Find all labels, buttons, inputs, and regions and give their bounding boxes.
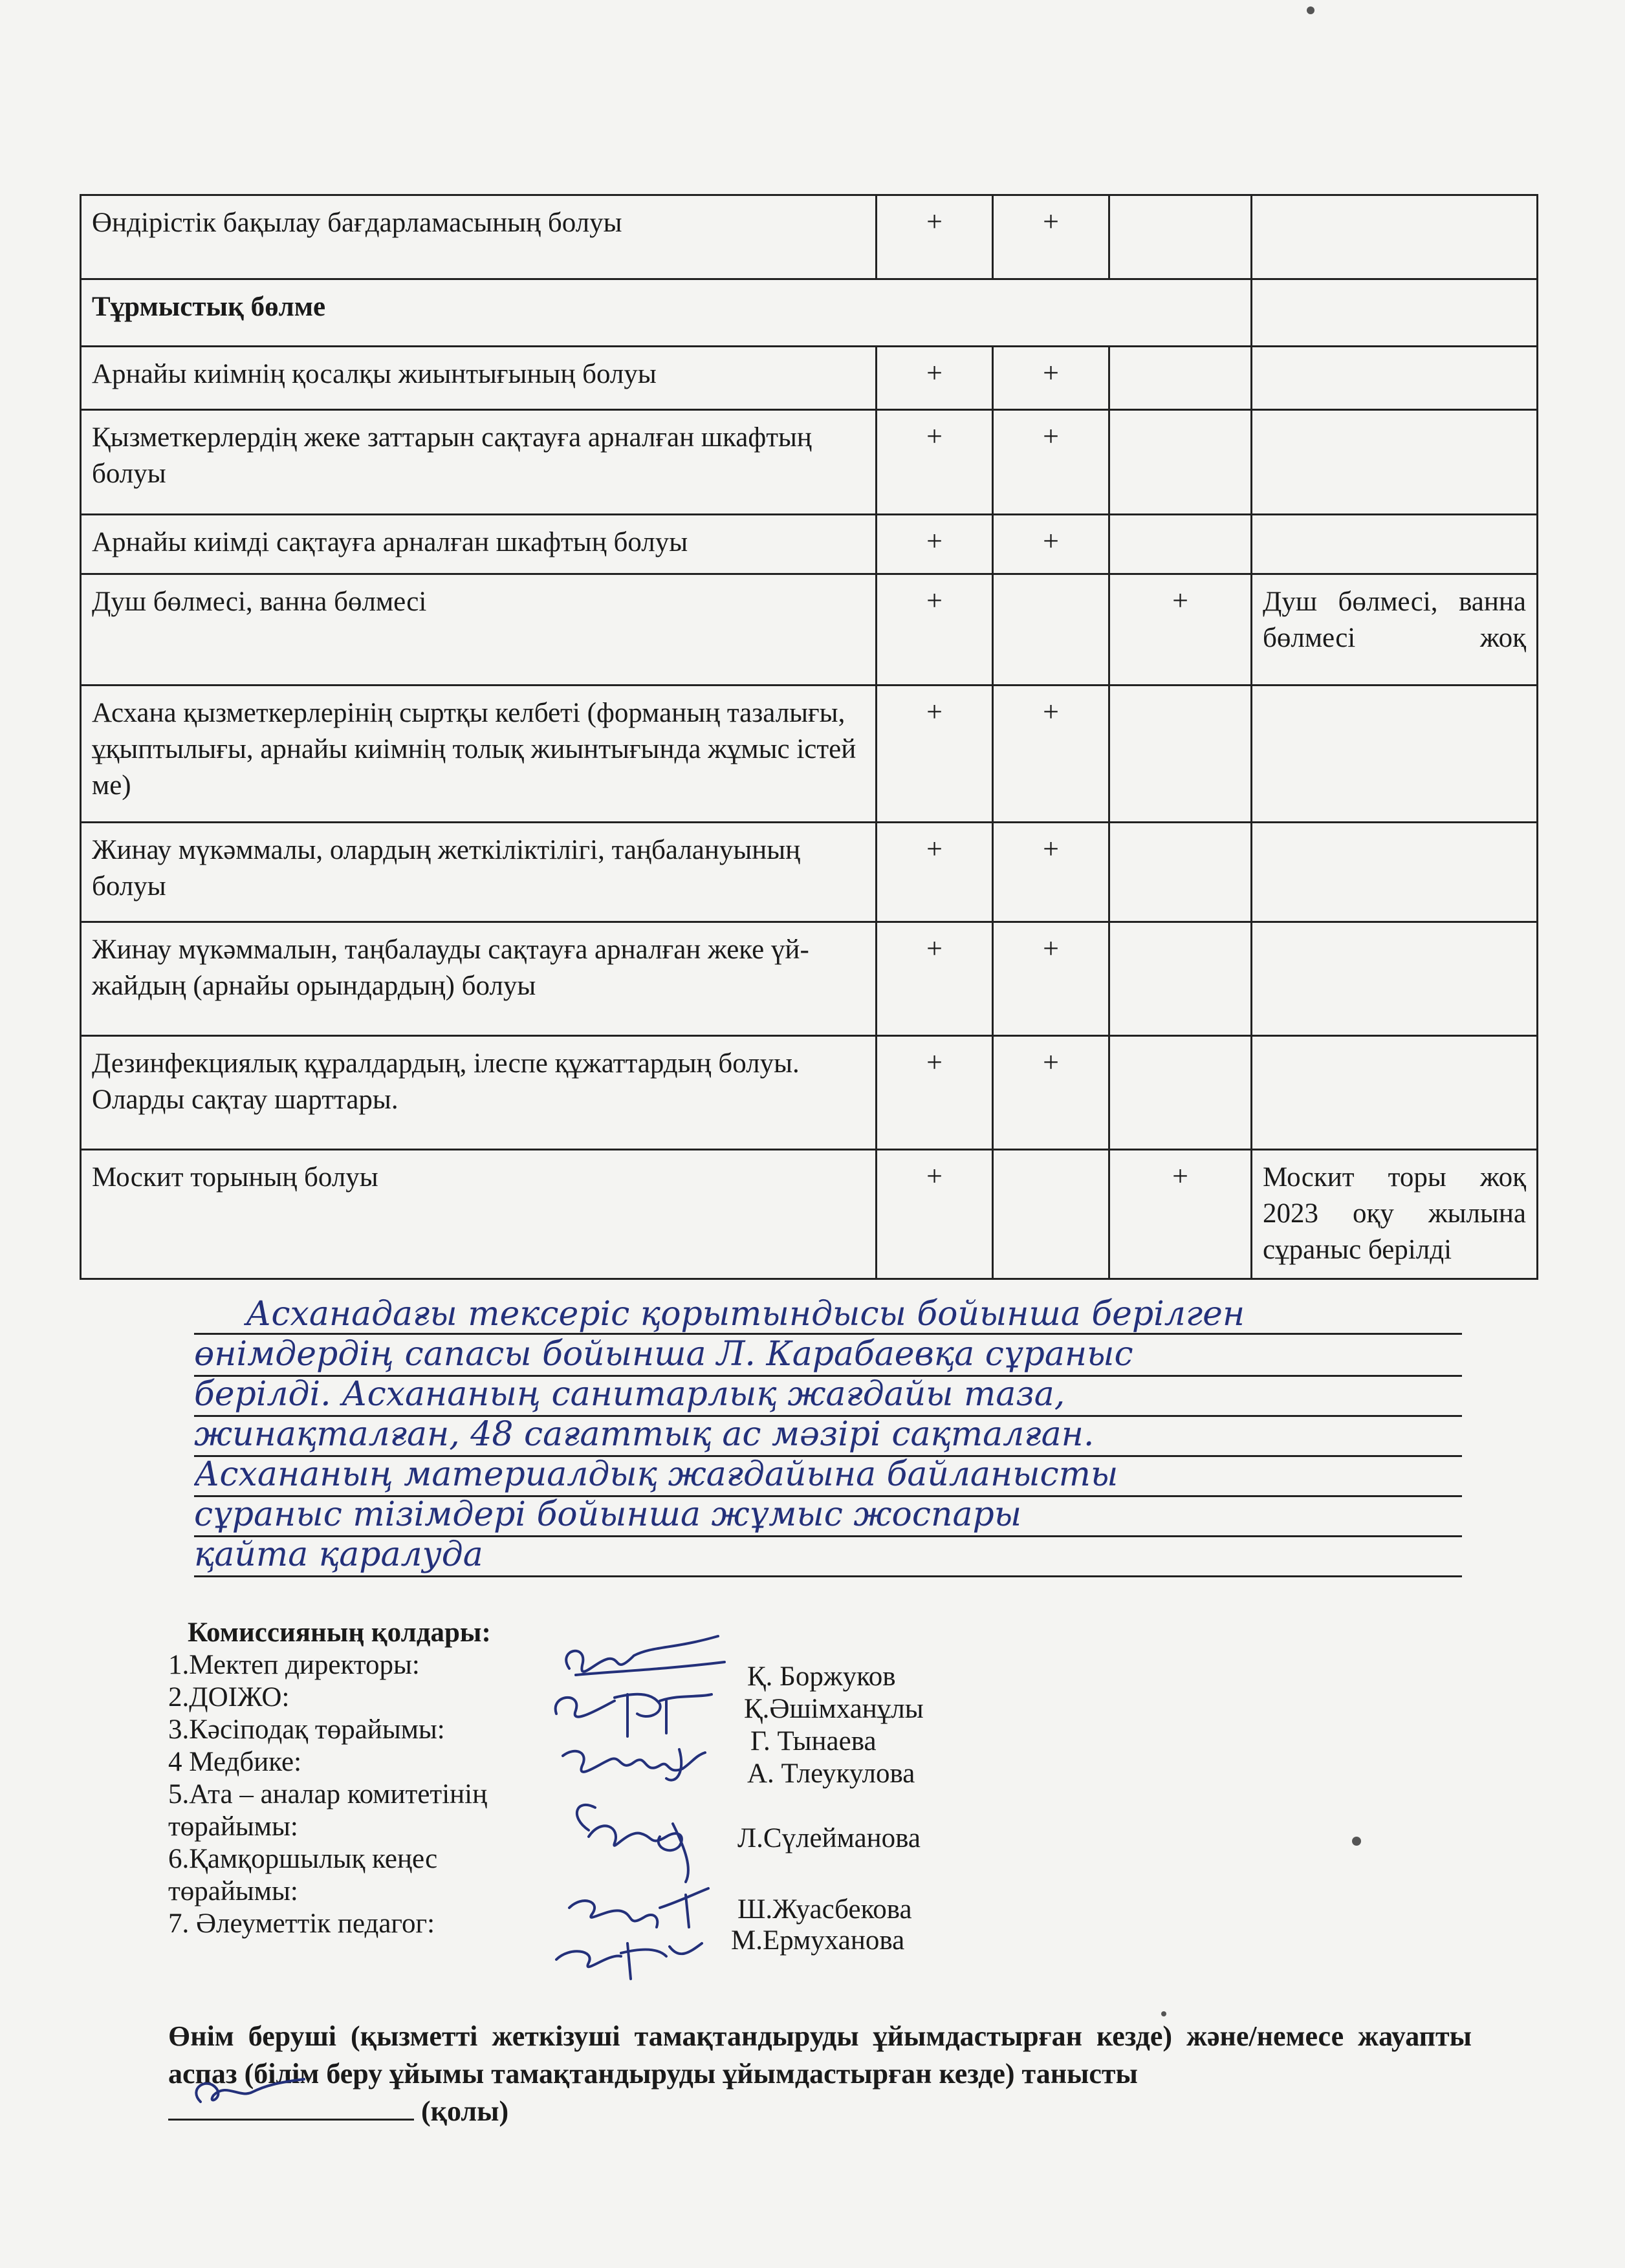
note-cell — [1252, 279, 1538, 347]
conclusion-line: Асханадағы тексеріс қорытындысы бойынша берілген — [194, 1293, 1462, 1335]
criterion-cell: Дезинфекциялық құралдардың, ілеспе құжаттардың болуы. Оларды сақтау шарттары. — [81, 1036, 877, 1150]
mark-cell: + — [993, 686, 1109, 823]
inspection-table — [80, 194, 1538, 1280]
mark-cell: + — [877, 823, 993, 922]
criterion-cell: Москит торының болуы — [81, 1150, 877, 1279]
mark-cell: + — [993, 515, 1109, 574]
note-cell — [1252, 515, 1538, 574]
criterion-cell: Жинау мүкәммалын, таңбалауды сақтауға арналған жеке үй-жайдың (арнайы орындардың) болуы — [81, 922, 877, 1036]
criterion-cell: Өндірістік бақылау бағдарламасының болуы — [81, 195, 877, 279]
mark-cell: + — [993, 410, 1109, 515]
member-name: Қ. Боржуков — [747, 1661, 896, 1692]
mark-cell: + — [877, 1150, 993, 1279]
role-label: 4 Медбике: — [168, 1747, 302, 1777]
mark-cell: + — [877, 515, 993, 574]
role-label: 7. Әлеуметтік педагог: — [168, 1908, 435, 1939]
mark-cell: + — [877, 410, 993, 515]
member-name: Г. Тынаева — [750, 1726, 877, 1756]
mark-cell: + — [1109, 1150, 1252, 1279]
signatures-title: Комиссияның қолдары: — [188, 1617, 491, 1648]
scan-speck — [1161, 2011, 1166, 2016]
mark-cell: + — [993, 1036, 1109, 1150]
note-cell — [1252, 823, 1538, 922]
conclusion-line: өнімдердің сапасы бойынша Л. Карабаевқа сұраныс — [194, 1334, 1462, 1377]
member-name: А. Тлеукулова — [747, 1758, 915, 1789]
handwritten-signatures — [530, 1623, 737, 1985]
scan-speck — [1352, 1837, 1361, 1846]
mark-cell — [1109, 347, 1252, 410]
role-label: төрайымы: — [168, 1811, 298, 1842]
mark-cell: + — [877, 922, 993, 1036]
note-cell — [1252, 686, 1538, 823]
signature-label: (қолы) — [421, 2095, 509, 2127]
mark-cell: + — [1109, 574, 1252, 686]
criterion-cell: Жинау мүкәммалы, олардың жеткіліктілігі, таңбалануының болуы — [81, 823, 877, 922]
note-cell — [1252, 195, 1538, 279]
conclusion-line: берілді. Асхананың санитарлық жағдайы таза, — [194, 1374, 1462, 1417]
conclusion-line: сұраныс тізімдері бойынша жұмыс жоспары — [194, 1494, 1462, 1537]
criterion-cell: Арнайы киімді сақтауға арналған шкафтың болуы — [81, 515, 877, 574]
mark-cell: + — [877, 1036, 993, 1150]
mark-cell — [1109, 686, 1252, 823]
signature-block — [168, 1617, 1009, 2005]
note-cell: Душ бөлмесі, ванна бөлмесі жоқ — [1252, 574, 1538, 686]
note-cell: Москит торы жоқ 2023 оқу жылына сұраныс берілді — [1252, 1150, 1538, 1279]
mark-cell — [1109, 922, 1252, 1036]
role-label: 5.Ата – аналар комитетінің — [168, 1779, 488, 1809]
table-row — [81, 922, 1538, 1036]
acknowledgement-text — [168, 2018, 1472, 2130]
role-label: 1.Мектеп директоры: — [168, 1650, 420, 1680]
acknowledgement-body: Өнім беруші (қызметті жеткізуші тамақтандыруды ұйымдастырған кезде) және/немесе жауапты аспаз (білім беру ұйымы тамақтандыруды ұйымдастырған кезде) танысты — [168, 2020, 1472, 2090]
table-row — [81, 1150, 1538, 1279]
conclusion-line: Асхананың материалдық жағдайына байланысты — [194, 1454, 1462, 1497]
table-row — [81, 823, 1538, 922]
table-row — [81, 347, 1538, 410]
section-heading: Тұрмыстық бөлме — [81, 279, 1252, 347]
supplier-signature — [181, 2069, 311, 2121]
mark-cell — [993, 1150, 1109, 1279]
table-row — [81, 686, 1538, 823]
note-cell — [1252, 922, 1538, 1036]
member-name: М.Ермуханова — [731, 1925, 905, 1956]
table-row — [81, 574, 1538, 686]
member-name: Л.Сүлейманова — [737, 1823, 921, 1853]
member-name: Ш.Жуасбекова — [737, 1894, 912, 1925]
role-label: 2.ДОІЖО: — [168, 1682, 290, 1712]
mark-cell — [1109, 823, 1252, 922]
criterion-cell: Душ бөлмесі, ванна бөлмесі — [81, 574, 877, 686]
member-name: Қ.Әшімханұлы — [744, 1694, 924, 1724]
note-cell — [1252, 347, 1538, 410]
table-row — [81, 279, 1538, 347]
supplier-signature-line — [168, 2095, 414, 2121]
mark-cell — [1109, 195, 1252, 279]
scan-speck — [1307, 6, 1314, 14]
mark-cell: + — [877, 195, 993, 279]
mark-cell: + — [877, 574, 993, 686]
conclusion-line: жинақталған, 48 сағаттық ас мәзірі сақталған. — [194, 1414, 1462, 1457]
table-row — [81, 1036, 1538, 1150]
mark-cell — [1109, 410, 1252, 515]
table-row — [81, 410, 1538, 515]
mark-cell — [1109, 515, 1252, 574]
note-cell — [1252, 1036, 1538, 1150]
mark-cell — [1109, 1036, 1252, 1150]
conclusion-line: қайта қаралуда — [194, 1534, 1462, 1577]
note-cell — [1252, 410, 1538, 515]
mark-cell: + — [993, 195, 1109, 279]
mark-cell: + — [993, 823, 1109, 922]
criterion-cell: Арнайы киімнің қосалқы жиынтығының болуы — [81, 347, 877, 410]
criterion-cell: Қызметкерлердің жеке заттарын сақтауға арналған шкафтың болуы — [81, 410, 877, 515]
criterion-cell: Асхана қызметкерлерінің сыртқы келбеті (форманың тазалығы, ұқыптылығы, арнайы киімнің толық жиынтығында жұмыс істей ме) — [81, 686, 877, 823]
mark-cell: + — [993, 922, 1109, 1036]
table-row — [81, 195, 1538, 279]
mark-cell: + — [993, 347, 1109, 410]
mark-cell: + — [877, 347, 993, 410]
role-label: төрайымы: — [168, 1876, 298, 1906]
mark-cell: + — [877, 686, 993, 823]
role-label: 6.Қамқоршылық кеңес — [168, 1844, 438, 1874]
table-row — [81, 515, 1538, 574]
role-label: 3.Кәсіподақ төрайымы: — [168, 1714, 445, 1745]
mark-cell — [993, 574, 1109, 686]
